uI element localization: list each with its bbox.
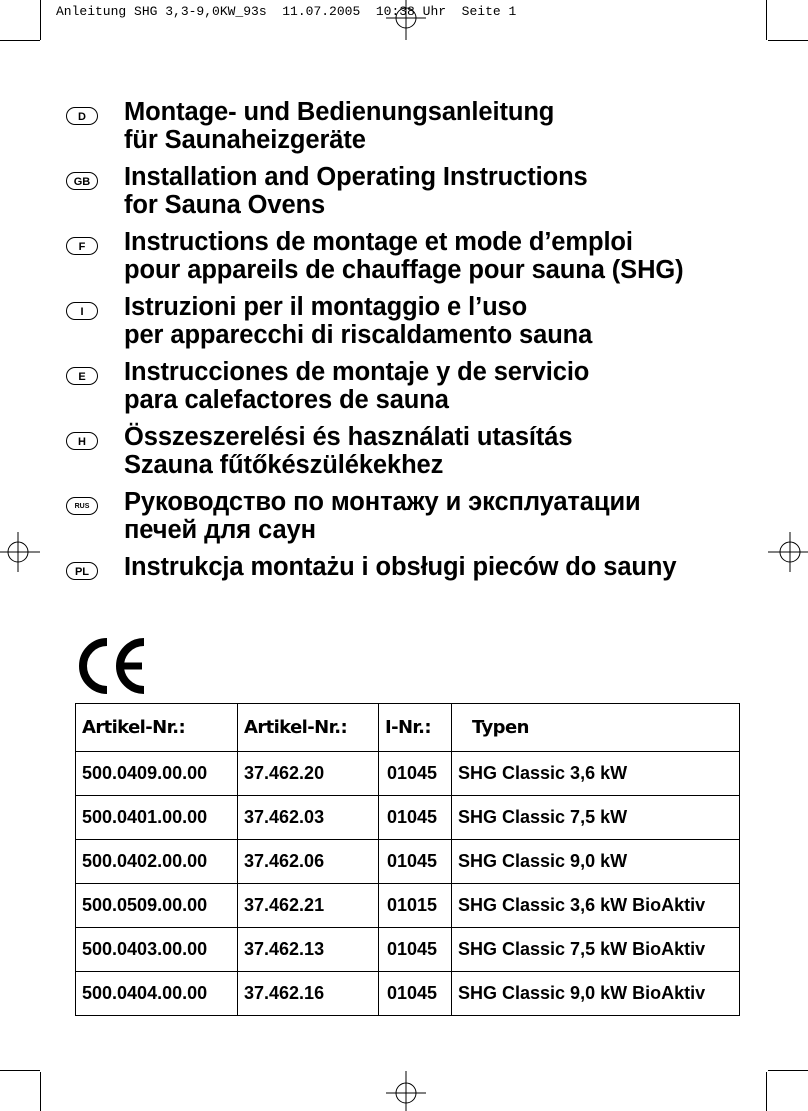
cell-inr: 01045: [379, 752, 452, 796]
col-header-inr: I-Nr.:: [379, 704, 452, 752]
title-line-1: Instrukcja montażu i obsługi pieców do sauny: [124, 553, 677, 581]
table-row: [76, 752, 740, 796]
title-line-1: Istruzioni per il montaggio e l’uso: [124, 293, 528, 321]
crop-mark-bottom-right-v: [766, 1072, 767, 1111]
crop-mark-top-right-v: [766, 0, 767, 40]
lang-badge: PL: [66, 562, 98, 580]
title-list: [66, 98, 786, 590]
title-line-1: Összeszerelési és használati utasítás: [124, 423, 573, 451]
cell-artikel-2: 37.462.03: [238, 796, 379, 840]
crop-mark-top-left-v: [40, 0, 41, 40]
cell-typ: SHG Classic 7,5 kW: [452, 796, 740, 840]
lang-badge: F: [66, 237, 98, 255]
lang-badge: H: [66, 432, 98, 450]
crop-mark-bottom-right-h: [768, 1070, 808, 1071]
title-line-1: Installation and Operating Instructions: [124, 163, 588, 191]
lang-badge: E: [66, 367, 98, 385]
table-header-row: [76, 704, 740, 752]
lang-badge: GB: [66, 172, 98, 190]
table-row: [76, 796, 740, 840]
cell-inr: 01045: [379, 796, 452, 840]
cell-artikel-2: 37.462.21: [238, 884, 379, 928]
title-de: [66, 98, 786, 154]
title-line-2: für Saunaheizgeräte: [124, 126, 366, 154]
cell-artikel-2: 37.462.06: [238, 840, 379, 884]
registration-mark-top: [384, 0, 428, 44]
cell-typ: SHG Classic 7,5 kW BioAktiv: [452, 928, 740, 972]
title-line-2: per apparecchi di riscaldamento sauna: [124, 321, 593, 349]
cell-artikel: 500.0403.00.00: [76, 928, 238, 972]
table-row: [76, 884, 740, 928]
title-line-2: for Sauna Ovens: [124, 191, 326, 219]
crop-mark-top-right-h: [768, 40, 808, 41]
crop-mark-top-left-h: [0, 40, 40, 41]
cell-inr: 01015: [379, 884, 452, 928]
title-pl: [66, 553, 786, 581]
cell-artikel: 500.0401.00.00: [76, 796, 238, 840]
cell-inr: 01045: [379, 928, 452, 972]
title-gb: [66, 163, 786, 219]
cell-typ: SHG Classic 3,6 kW: [452, 752, 740, 796]
cell-artikel-2: 37.462.20: [238, 752, 379, 796]
cell-artikel: 500.0404.00.00: [76, 972, 238, 1016]
cell-artikel: 500.0402.00.00: [76, 840, 238, 884]
title-it: [66, 293, 786, 349]
cell-artikel: 500.0409.00.00: [76, 752, 238, 796]
col-header-artikel: Artikel-Nr.:: [76, 704, 238, 752]
cell-typ: SHG Classic 3,6 kW BioAktiv: [452, 884, 740, 928]
title-line-2: para calefactores de sauna: [124, 386, 449, 414]
cell-inr: 01045: [379, 840, 452, 884]
ce-mark-icon: [78, 636, 148, 696]
title-line-2: pour appareils de chauffage pour sauna (SHG): [124, 256, 684, 284]
title-es: [66, 358, 786, 414]
crop-mark-bottom-left-h: [0, 1070, 40, 1071]
cell-inr: 01045: [379, 972, 452, 1016]
cell-typ: SHG Classic 9,0 kW BioAktiv: [452, 972, 740, 1016]
title-line-1: Руководство по монтажу и эксплуатации: [124, 488, 641, 516]
title-ru: [66, 488, 786, 544]
table-row: [76, 840, 740, 884]
cell-artikel-2: 37.462.16: [238, 972, 379, 1016]
table-row: [76, 928, 740, 972]
cell-artikel: 500.0509.00.00: [76, 884, 238, 928]
table-row: [76, 972, 740, 1016]
crop-mark-bottom-left-v: [40, 1072, 41, 1111]
title-line-1: Instrucciones de montaje y de servicio: [124, 358, 590, 386]
registration-mark-left: [0, 530, 44, 574]
title-line-1: Instructions de montage et mode d’emploi: [124, 228, 633, 256]
model-table: [75, 703, 740, 1016]
title-line-2: Szauna fűtőkészülékekhez: [124, 451, 444, 479]
col-header-typen: Typen: [452, 704, 740, 752]
title-line-1: Montage- und Bedienungsanleitung: [124, 98, 555, 126]
lang-badge: D: [66, 107, 98, 125]
title-line-2: печей для саун: [124, 516, 316, 544]
title-fr: [66, 228, 786, 284]
title-hu: [66, 423, 786, 479]
lang-badge: I: [66, 302, 98, 320]
registration-mark-bottom: [384, 1067, 428, 1111]
cell-artikel-2: 37.462.13: [238, 928, 379, 972]
print-slug: Anleitung SHG 3,3-9,0KW_93s 11.07.2005 10:38 Uhr Seite 1: [56, 4, 517, 19]
lang-badge: RUS: [66, 497, 98, 515]
col-header-artikel-2: Artikel-Nr.:: [238, 704, 379, 752]
cell-typ: SHG Classic 9,0 kW: [452, 840, 740, 884]
